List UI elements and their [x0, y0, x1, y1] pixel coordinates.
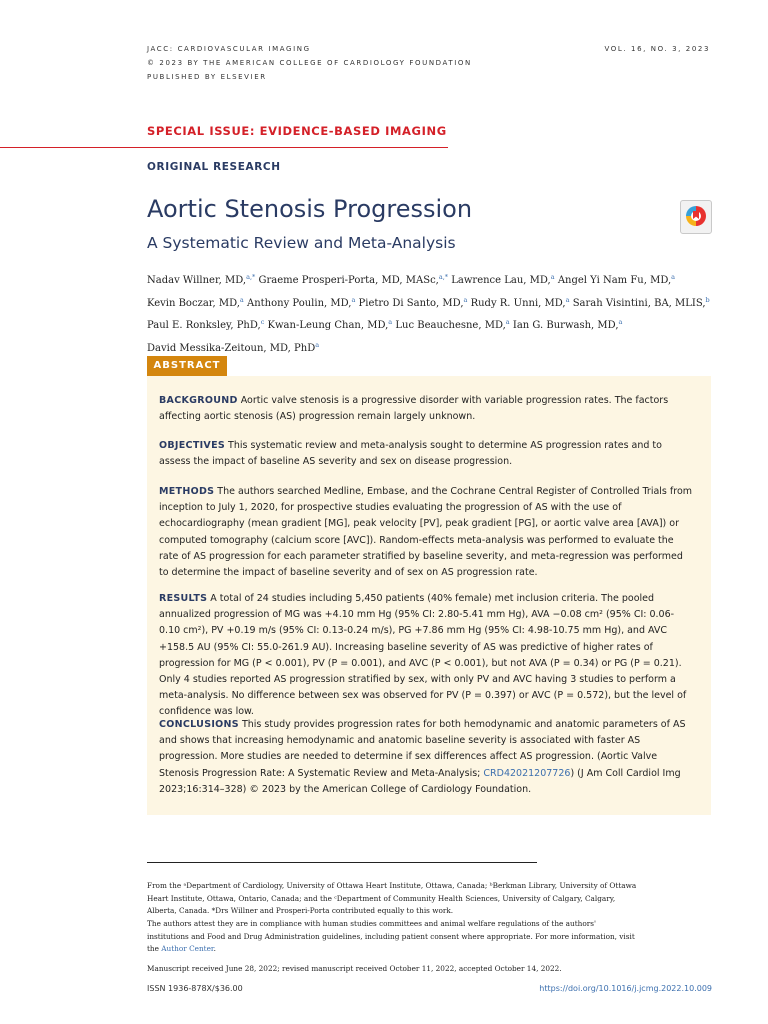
- publisher-line: PUBLISHED BY ELSEVIER: [147, 73, 267, 81]
- issn: ISSN 1936-878X/$36.00: [147, 984, 243, 993]
- author: Lawrence Lau, MD,$^a$: [451, 273, 555, 286]
- abstract-conclusions: [159, 717, 694, 798]
- author: Kevin Boczar, MD,$^a$: [147, 295, 244, 309]
- methods-label: METHODS: [159, 486, 215, 497]
- author: Paul E. Ronksley, PhD,$^c$: [147, 318, 265, 331]
- objectives-label: OBJECTIVES: [159, 440, 226, 451]
- section-label: SPECIAL ISSUE: EVIDENCE-BASED IMAGING: [147, 124, 447, 138]
- author: Nadav Willner, MD,$^{a,*}$: [147, 273, 256, 286]
- affiliations-footnote: From the ᵃDepartment of Cardiology, University of Ottawa Heart Institute, Ottawa, Canada; ᵇBerkman Library, University of Ottawa Heart Institute, Ottawa, Ontario, Canada; and the ᶜDepartment of Community Health Sciences, University of Calgary, Calgary, Alberta, Canada. *Drs Willner and Prosperi-Porta contributed equally to this work.: [147, 881, 637, 915]
- abstract-background: [159, 393, 694, 425]
- manuscript-dates: Manuscript received June 28, 2022; revised manuscript received October 11, 2022, accepted October 14, 2022.: [147, 964, 562, 973]
- abstract-tab: ABSTRACT: [147, 356, 227, 376]
- abstract-methods: [159, 484, 694, 581]
- author: Luc Beauchesne, MD,$^a$: [395, 318, 510, 331]
- article-subtitle: A Systematic Review and Meta-Analysis: [147, 234, 456, 252]
- objectives-text: This systematic review and meta-analysis sought to determine AS progression rates and to assess the impact of baseline AS severity and sex on disease progression.: [159, 440, 662, 468]
- author: Rudy R. Unni, MD,$^a$: [470, 295, 570, 309]
- results-text: A total of 24 studies including 5,450 patients (40% female) met inclusion criteria. The pooled annualized progression of MG was +4.10 mm Hg (95% CI: 2.80-5.41 mm Hg), AVA −0.08 cm² (95% CI: 0.06-0.10 cm²), PV +0.19 m/s (95% CI: 0.13-0.24 m/s), PG +7.86 mm Hg (95% CI: 4.98-10.75 mm Hg), and AVC +158.5 AU (95% CI: 55.0-261.9 AU). Increasing baseline severity of AS was predictive of higher rates of progression for MG (P < 0.001), PV (P = 0.001), and AVC (P < 0.001), but not AVA (P = 0.34) or PG (P = 0.21). Only 4 studies reported AS progression stratified by sex, with only PV and AVC having 3 studies to perform a meta-analysis. No difference between sex was observed for PV (P = 0.397) or AVC (P = 0.572), but the level of confidence was low.: [159, 593, 687, 718]
- section-divider: [0, 147, 448, 148]
- volume-info: VOL. 16, NO. 3, 2023: [604, 45, 710, 53]
- article-title: Aortic Stenosis Progression: [147, 195, 473, 223]
- doi-link[interactable]: https://doi.org/10.1016/j.jcmg.2022.10.009: [539, 984, 712, 993]
- author: Sarah Visintini, BA, MLIS,$^b$: [572, 295, 710, 309]
- conclusions-text: This study provides progression rates for both hemodynamic and anatomic parameters of AS and shows that increasing hemodynamic and anatomic baseline severity is associated with faster AS progression. More studies are needed to determine if sex differences affect AS progression. (Aortic Valve Stenosis Progression Rate: A Systematic Review and Meta-Analysis;: [159, 719, 686, 779]
- copyright-line: © 2023 BY THE AMERICAN COLLEGE OF CARDIOLOGY FOUNDATION: [147, 59, 472, 67]
- methods-text: The authors searched Medline, Embase, and the Cochrane Central Register of Controlled Trials from inception to July 1, 2020, for prospective studies evaluating the progression of AS with the use of echocardiography (mean gradient [MG], peak velocity [PV], peak gradient [PG], or aortic valve area [AVA]) or computed tomography (calcium score [AVC]). Random-effects meta-analysis was performed to evaluate the rate of AS progression for each parameter stratified by baseline severity, and meta-regression was performed to determine the impact of baseline severity and of sex on AS progression rate.: [159, 486, 693, 579]
- registration-link[interactable]: CRD42021207726: [483, 767, 571, 779]
- author: Ian G. Burwash, MD,$^a$: [512, 318, 623, 331]
- author: Pietro Di Santo, MD,$^a$: [358, 295, 468, 309]
- author: Graeme Prosperi-Porta, MD, MASc,$^{a,*}$: [258, 273, 449, 286]
- conclusions-tail: ) (J Am Coll Cardiol Img 2023;16:314–328) © 2023 by the American College of Cardiology Foundation.: [159, 767, 681, 795]
- abstract-objectives: [159, 438, 694, 470]
- author-list: [147, 268, 710, 358]
- conclusions-label: CONCLUSIONS: [159, 719, 239, 730]
- journal-name: JACC: CARDIOVASCULAR IMAGING: [147, 45, 311, 53]
- background-text: Aortic valve stenosis is a progressive disorder with variable progression rates. The factors affecting aortic stenosis (AS) progression remain largely unknown.: [159, 395, 669, 423]
- author: Kwan-Leung Chan, MD,$^a$: [267, 318, 393, 331]
- results-label: RESULTS: [159, 593, 208, 604]
- author-center-link[interactable]: Author Center: [161, 944, 214, 953]
- author: Anthony Poulin, MD,$^a$: [246, 295, 356, 309]
- author: David Messika-Zeitoun, MD, PhD$^a$: [147, 340, 320, 354]
- article-type: ORIGINAL RESEARCH: [147, 161, 281, 173]
- author: Angel Yi Nam Fu, MD,$^a$: [557, 273, 676, 286]
- crossmark-icon[interactable]: [680, 200, 712, 234]
- compliance-footnote: The authors attest they are in compliance with human studies committees and animal welfare regulations of the authors' institutions and Food and Drug Administration guidelines, including patient consent where appropriate. For more information, visit the Author Center.: [147, 919, 635, 953]
- abstract-results: [159, 591, 694, 721]
- background-label: BACKGROUND: [159, 395, 238, 406]
- footnote-divider: [147, 862, 537, 863]
